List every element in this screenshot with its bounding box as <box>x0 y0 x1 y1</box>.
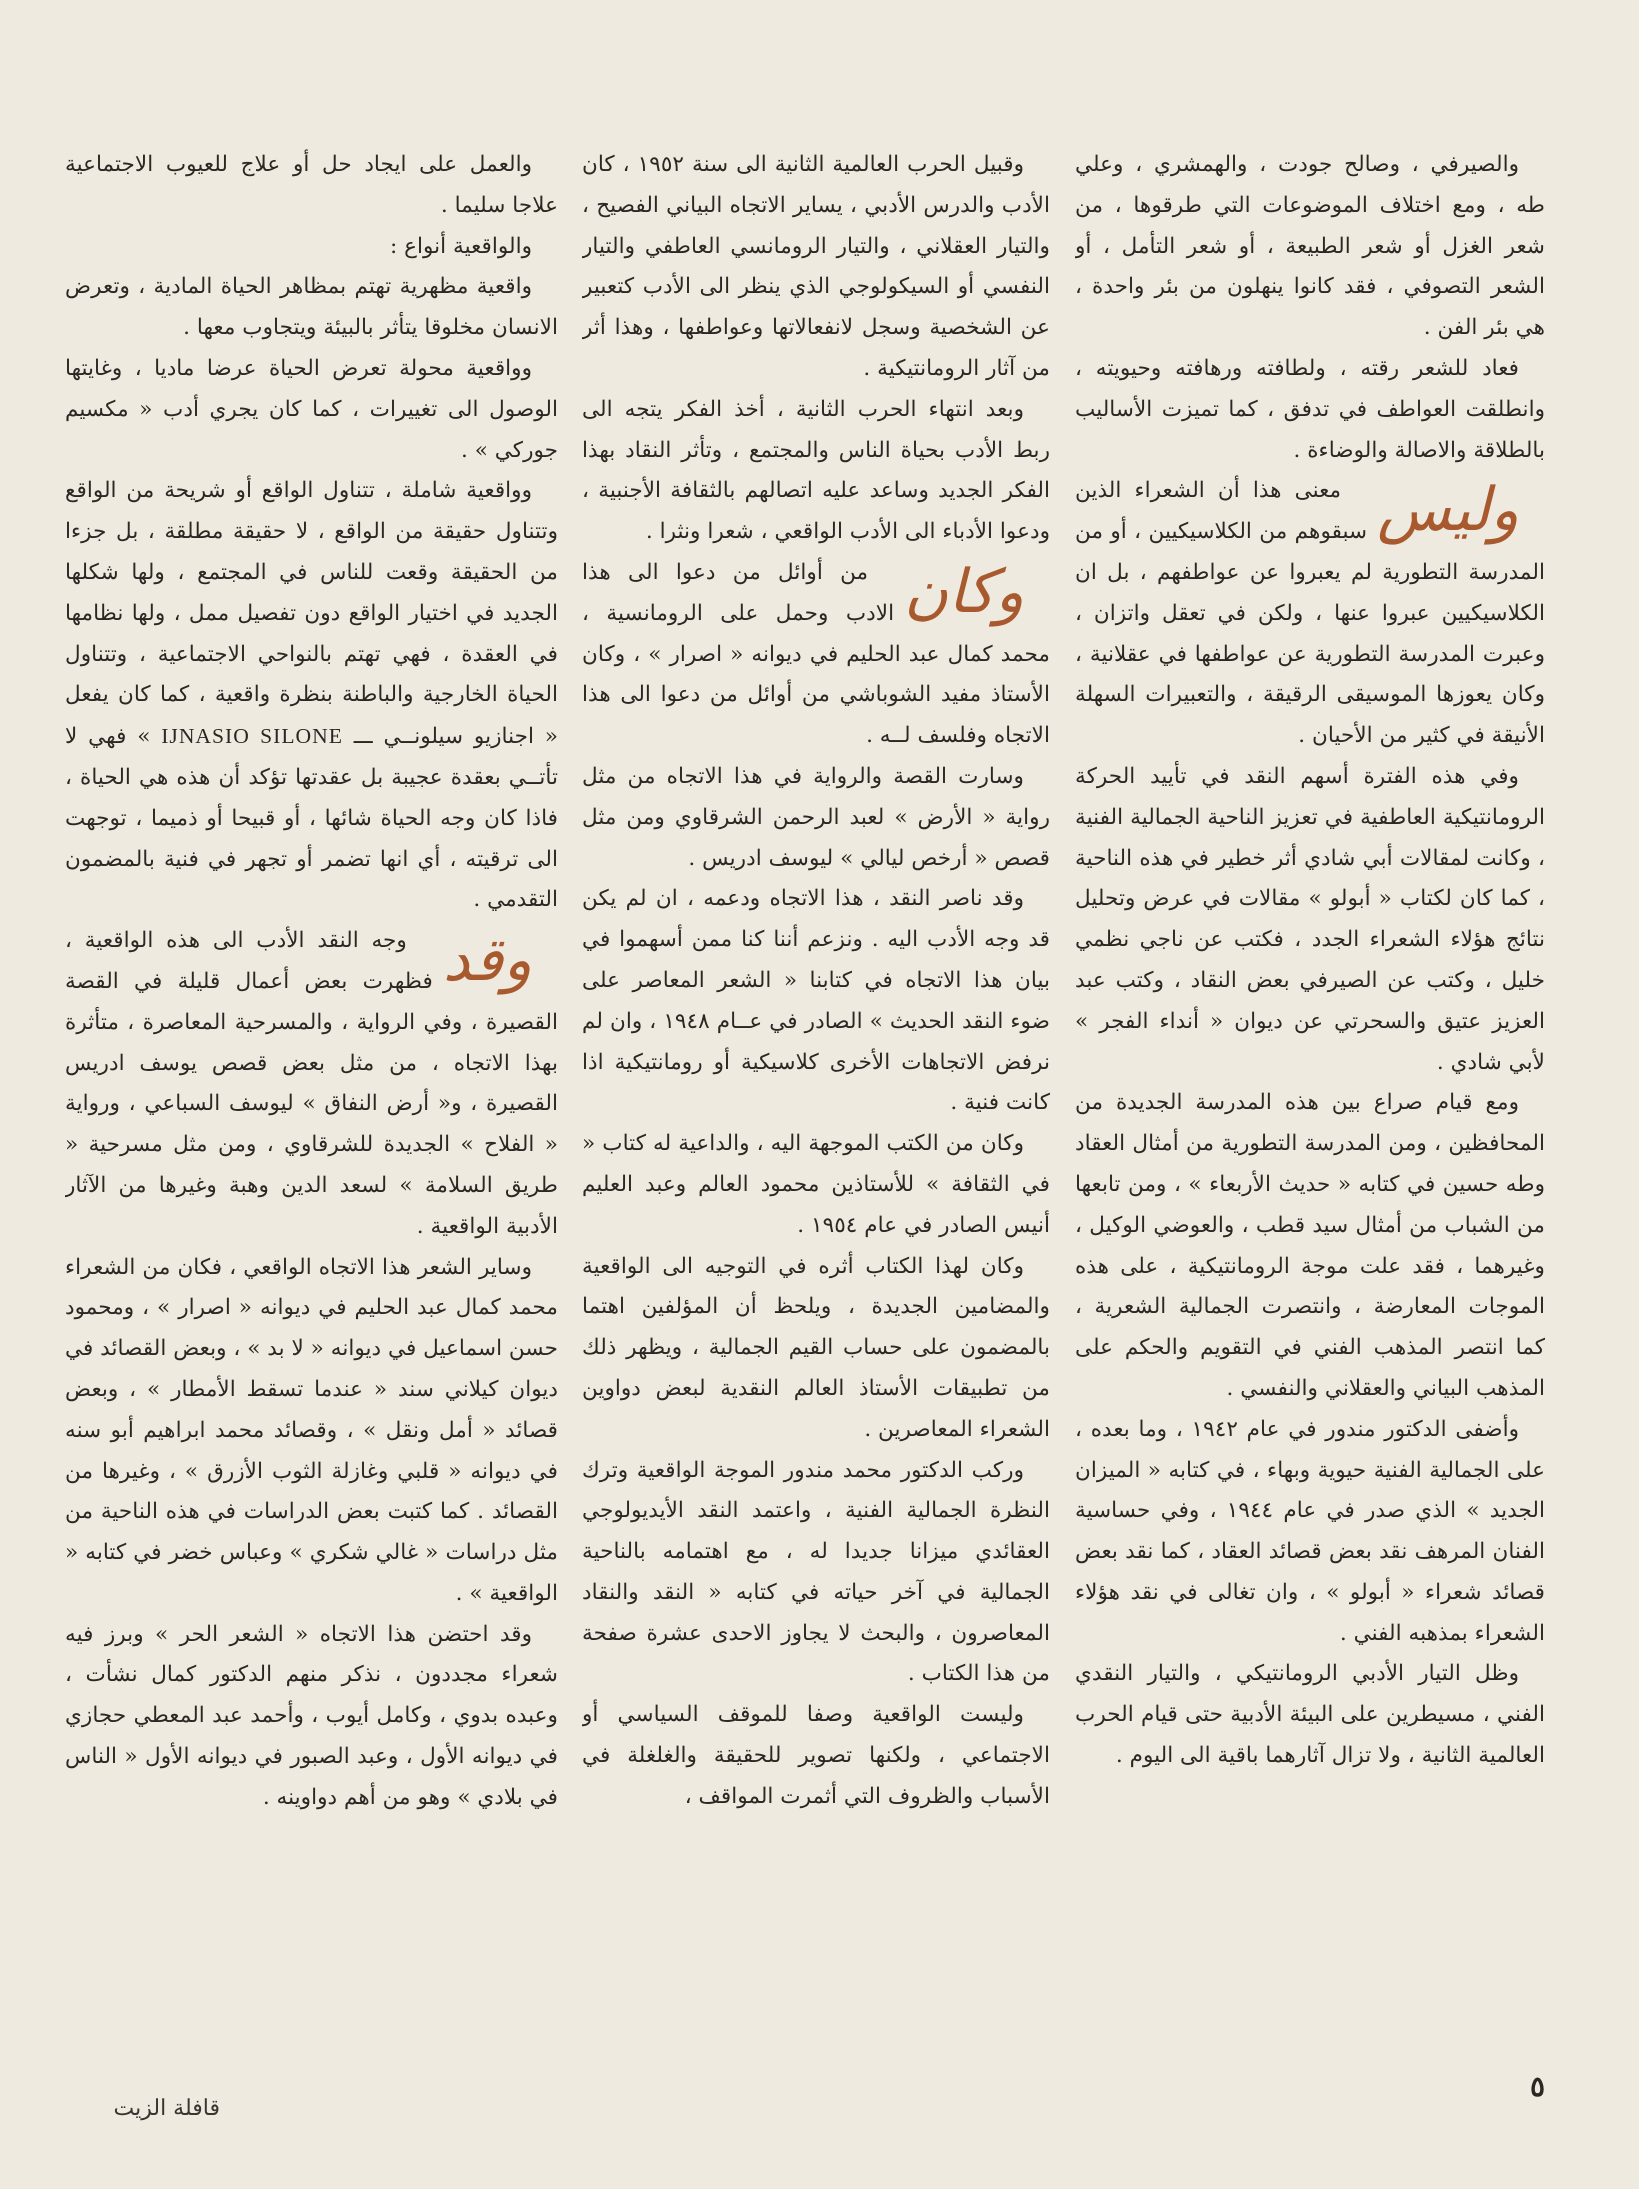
paragraph: وقد احتضن هذا الاتجاه « الشعر الحر » وبرز فيه شعراء مجددون ، نذكر منهم الدكتور كمال نشأت ، وعبده بدوي ، وكامل أيوب ، وأحمد عبد المعطي حجازي في ديوانه الأول ، وعبد الصبور في ديوانه الأول « الناس في بلادي » وهو من أهم دواوينه . <box>65 1621 558 1810</box>
paragraph: وركب الدكتور محمد مندور الموجة الواقعية وترك النظرة الجمالية الفنية ، واعتمد النقد الأيديولوجي العقائدي ميزانا جديدا له ، مع اهتمامه بالناحية الجمالية في آخر حياته في كتابه « النقد والنقاد المعاصرون ، والبحث لا يجاوز الاحدى عشرة صفحة من هذا الكتاب . <box>582 1457 1050 1687</box>
paragraph-text: من أوائل من دعوا الى هذا الادب وحمل على الرومانسية ، محمد كمال عبد الحليم في ديوانه « اصرار » ، وكان الأستاذ مفيد الشوباشي من أوائل من دعوا الى هذا الاتجاه وفلسف لــه . <box>582 559 1050 749</box>
paragraph-with-dropcap <box>582 553 1050 757</box>
paragraph: والواقعية أنواع : <box>389 233 532 259</box>
paragraph: والصيرفي ، وصالح جودت ، والهمشري ، وعلي طه ، ومع اختلاف الموضوعات التي طرقوها ، من شعر الغزل أو شعر الطبيعة ، أو شعر التأمل ، أو الشعر التصوفي ، فقد كانوا ينهلون من بئر واحدة ، هي بئر الفن . <box>1075 152 1545 341</box>
paragraph: وبعد انتهاء الحرب الثانية ، أخذ الفكر يتجه الى ربط الأدب بحياة الناس والمجتمع ، وتأثر النقاد بهذا الفكر الجديد وساعد عليه اتصالهم بالثقافة الأجنبية ، ودعوا الأدباء الى الأدب الواقعي ، شعرا ونثرا . <box>582 396 1050 545</box>
paragraph <box>65 471 558 921</box>
paragraph: والعمل على ايجاد حل أو علاج للعيوب الاجتماعية علاجا سليما . <box>65 152 558 218</box>
column-right <box>1075 145 1545 2050</box>
paragraph: وقد ناصر النقد ، هذا الاتجاه ودعمه ، ان لم يكن قد وجه الأدب اليه . ونزعم أننا كنا ممن أسهموا في بيان هذا الاتجاه في كتابنا « الشعر المعاصر على ضوء النقد الحديث » الصادر في عــام ١٩٤٨ ، وان لم نرفض الاتجاهات الأخرى كلاسيكية أو رومانتيكية اذا كانت فنية . <box>582 886 1050 1116</box>
paragraph: وواقعية محولة تعرض الحياة عرضا ماديا ، وغايتها الوصول الى تغييرات ، كما كان يجري أدب « مكسيم جوركي » . <box>65 355 558 463</box>
paragraph-with-dropcap <box>65 921 558 1247</box>
paragraph: ومع قيام صراع بين هذه المدرسة الجديدة من المحافظين ، ومن المدرسة التطورية من أمثال العقاد وطه حسين في كتابه « حديث الأربعاء » ، ومن تابعها من الشباب من أمثال سيد قطب ، والعوضي الوكيل ، وغيرهما ، فقد علت موجة الرومانتيكية ، على هذه الموجات المعارضة ، وانتصرت الجمالية الشعرية ، كما انتصر المذهب الفني في التقويم والحكم على المذهب البياني والعقلاني والنفسي . <box>1075 1090 1545 1401</box>
decorative-initial-word: وكان <box>904 556 1024 627</box>
magazine-name: قافلة الزيت <box>113 2096 220 2121</box>
paragraph: وقبيل الحرب العالمية الثانية الى سنة ١٩٥٢ ، كان الأدب والدرس الأدبي ، يساير الاتجاه البياني الفصيح ، والتيار العقلاني ، والتيار الرومانسي العاطفي والتيار النفسي أو السيكولوجي الذي ينظر الى الأدب كتعبير عن الشخصية وسجل لانفعالاتها وعواطفها ، وهذا أثر من آثار الرومانتيكية . <box>582 152 1050 381</box>
decorative-initial-word: وقد <box>442 925 532 996</box>
paragraph-text: » فهي لا تأتــي بعقدة عجيبة بل عقدتها تؤكد أن هذه هي الحياة ، فاذا كان وجه الحياة شائها ، أو قبيحا أو ذميما ، توجهت الى ترقيته ، أي انها تضمر أو تجهر في فنية بالمضمون التقدمي . <box>65 724 558 913</box>
paragraph: وأضفى الدكتور مندور في عام ١٩٤٢ ، وما بعده ، على الجمالية الفنية حيوية وبهاء ، في كتابه « الميزان الجديد » الذي صدر في عام ١٩٤٤ ، وفي حساسية الفنان المرهف نقد بعض قصائد العقاد ، كما نقد بعض قصائد شعراء « أبولو » ، وان تغالى في نقد هؤلاء الشعراء بمذهبه الفني . <box>1075 1416 1545 1646</box>
paragraph: وكان لهذا الكتاب أثره في التوجيه الى الواقعية والمضامين الجديدة ، ويلحظ أن المؤلفين اهتما بالمضمون على حساب القيم الجمالية ، ويظهر ذلك من تطبيقات الأستاذ العالم النقدية لبعض دواوين الشعراء المعاصرين . <box>582 1253 1050 1442</box>
paragraph-text: معنى هذا أن الشعراء الذين سبقوهم من الكلاسيكيين ، أو من المدرسة التطورية لم يعبروا عن عواطفهم ، بل ان الكلاسيكيين عبروا عنها ، ولكن في تعقل واتزان ، وعبرت المدرسة التطورية عن عواطفها في عقلانية ، وكان يعوزها الموسيقى الرقيقة ، والتعبيرات السهلة الأنيقة في كثير من الأحيان . <box>1075 478 1545 749</box>
paragraph: فعاد للشعر رقته ، ولطافته ورهافته وحيويته ، وانطلقت العواطف في تدفق ، كما تميزت الأساليب بالطلاقة والاصالة والوضاءة . <box>1075 355 1545 463</box>
column-middle <box>582 145 1050 2050</box>
paragraph: وفي هذه الفترة أسهم النقد في تأييد الحركة الرومانتيكية العاطفية في تعزيز الناحية الجمالية الفنية ، وكانت لمقالات أبي شادي أثر خطير في هذه الناحية ، كما كان لكتاب « أبولو » مقالات في عرض وتحليل نتائج هؤلاء الشعراء الجدد ، فكتب عن ناجي نظمي خليل ، وكتب عن الصيرفي بعض النقاد ، وكتب عبد العزيز عتيق والسحرتي عن ديوان « أنداء الفجر » لأبي شادي . <box>1075 763 1545 1075</box>
decorative-initial-word: وليس <box>1377 475 1519 546</box>
paragraph-text: وواقعية شاملة ، تتناول الواقع أو شريحة من الواقع وتتناول حقيقة من الواقع ، لا حقيقة مطلقة ، بل جزءا من الحقيقة وقعت للناس في المجتمع ، ولها شكلها الجديد في اختيار الواقع دون تفصيل ممل ، ولها نظامها في العقدة ، فهي تهتم بالنواحي الاجتماعية ، وتتناول الحياة الخارجية والباطنة بنظرة واقعية ، كما كان يفعل « اجنازيو سيلونــي ـــ <box>65 478 558 750</box>
column-left <box>65 145 558 2050</box>
paragraph: وسارت القصة والرواية في هذا الاتجاه من مثل رواية « الأرض » لعبد الرحمن الشرقاوي ومن مثل قصص « أرخص ليالي » ليوسف ادريس . <box>582 763 1050 871</box>
paragraph: وكان من الكتب الموجهة اليه ، والداعية له كتاب « في الثقافة » للأستاذين محمود العالم وعبد العليم أنيس الصادر في عام ١٩٥٤ . <box>582 1131 1050 1238</box>
paragraph: وساير الشعر هذا الاتجاه الواقعي ، فكان من الشعراء محمد كمال عبد الحليم في ديوانه « اصرار » ، ومحمود حسن اسماعيل في ديوانه « لا بد » ، وبعض القصائد في ديوان كيلاني سند « عندما تسقط الأمطار » ، وبعض قصائد « أمل ونقل » ، وقصائد محمد ابراهيم أبو سنه في ديوانه « قلبي وغازلة الثوب الأزرق » ، وغيرها من القصائد . كما كتبت بعض الدراسات في هذه الناحية من مثل دراسات « غالي شكري » وعباس خضر في كتابه « الواقعية » . <box>65 1254 558 1606</box>
paragraph: وليست الواقعية وصفا للموقف السياسي أو الاجتماعي ، ولكنها تصوير للحقيقة والغلغلة في الأسباب والظروف التي أثمرت المواقف ، <box>582 1702 1050 1809</box>
paragraph: واقعية مظهرية تهتم بمظاهر الحياة المادية ، وتعرض الانسان مخلوقا يتأثر بالبيئة ويتجاوب معها . <box>65 274 558 341</box>
paragraph-with-dropcap <box>1075 471 1545 757</box>
paragraph: وظل التيار الأدبي الرومانتيكي ، والتيار النقدي الفني ، مسيطرين على البيئة الأدبية حتى قيام الحرب العالمية الثانية ، ولا تزال آثارهما باقية الى اليوم . <box>1075 1661 1545 1769</box>
page-number: ٥ <box>1530 2070 1546 2103</box>
paragraph-text: وجه النقد الأدب الى هذه الواقعية ، فظهرت بعض أعمال قليلة في القصة القصيرة ، وفي الرواية ، والمسرحية المعاصرة ، متأثرة بهذا الاتجاه ، من مثل بعض قصص يوسف ادريس القصيرة ، و« أرض النفاق » ليوسف السباعي ، ورواية « الفلاح » الجديدة للشرقاوي ، ومن مثل مسرحية « طريق السلامة » لسعد الدين وهبة وغيرها من الآثار الأدبية الواقعية . <box>65 928 558 1239</box>
latin-name: IJNASIO SILONE <box>161 724 343 749</box>
